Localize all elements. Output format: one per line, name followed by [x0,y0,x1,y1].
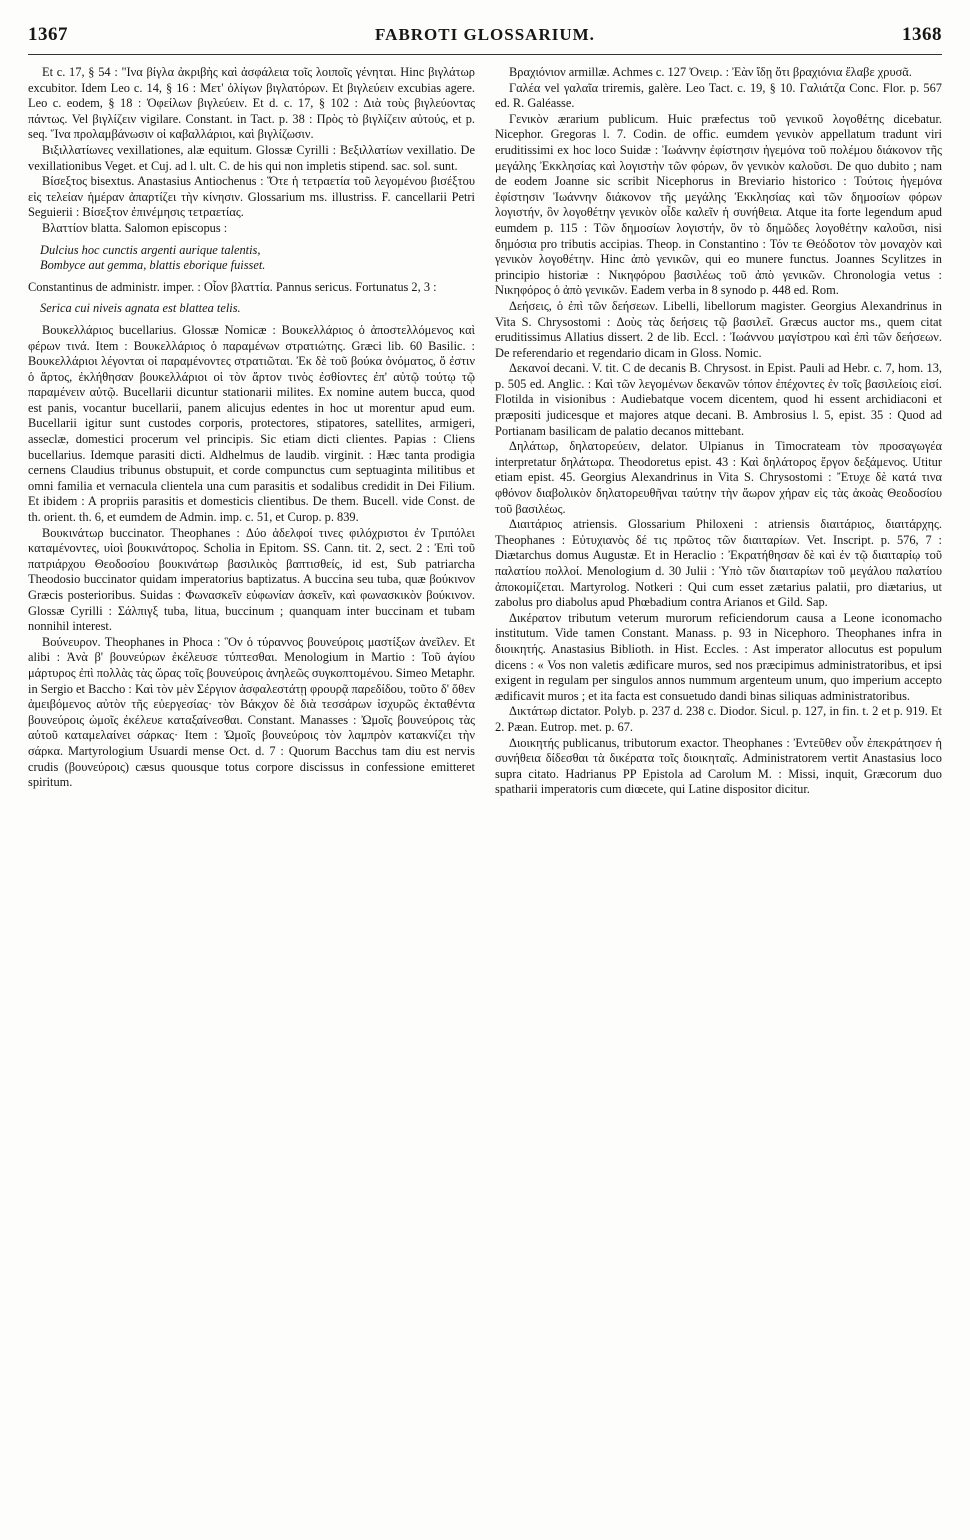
entry-dikeraton: Δικέρατον tributum veterum murorum reficiendorum causa a Leone iconomacho institutum. Vide tamen Constant. Manass. p. 93 in Nicephoro. Theophanes infra in διοικητής. Anastasius Biblioth. in Hist. Eccles. : Ast imperator allocutus est populum dicens : « Vos non valetis ædificare muros, sed nos præcipimus administratoribus, et ipsi exigent in regulam per singulos annos nummum argenteum unum, quo imperium accepto ædificavit muros ; et ita facta est consuetudo dandi binas siliquas administratoribus. [495,610,942,703]
text-columns [28,65,942,798]
entry-bigla: Et c. 17, § 54 : "Ινα βίγλα ἀκριβὴς καὶ ἀσφάλεια τοῖς λοιποῖς γένηται. Hinc βιγλάτωρ excubitor. Idem Leo c. 14, § 16 : Μετ' ὀλίγων βιγλατόρων. Et βιγλεύειν excubias agere. Leo c. eodem, § 18 : Ὀφείλων βιγλεύειν. Et d. c. 17, § 102 : Διὰ τοὺς βιγλεύοντας πάντως. Vel βιγλίζειν vigilare. Constant. in Tact. p. 38 : Πρὸς τὸ βιγλίζειν αὐτούς, et p. seq. Ἵνα προλαμβάνωσιν οἱ καβαλλάριοι, καὶ βιγλίζωσιν. [28,65,475,142]
entry-brachionion: Βραχιόνιον armillæ. Achmes c. 127 Ὀνειρ. : Ἐὰν ἴδῃ ὅτι βραχιόνια ἔλαβε χρυσᾶ. [509,65,912,79]
verse-fortunatus [40,301,475,317]
entry-boukinator: Βουκινάτωρ buccinator. Theophanes : Δύο ἀδελφοί τινες φιλόχριστοι ἐν Τριπόλει καταμένοντες, υἱοὶ βουκινάτορος. Scholia in Epitom. SS. Cann. tit. 2, sect. 2 : Ἐπὶ τοῦ πατριάρχου Θεοδοσίου βουκινάτωρ βασιλικὸς βαπτισθείς, id est, Sub patriarcha Theodosio buccinator quidam imperatorius baptizatus. A buccina seu tuba, quæ βούκινον Græcis posterioribus. Suidas : Φωνασκεῖν εὐφωνίαν ἀσκεῖν, καὶ φωνασκικὸν βούκινον. Glossæ Cyrilli : Σάλπιγξ tuba, litua, buccinum ; quanquam inter buccinam et tubam nonnihil interest. [28,525,475,634]
left-column [28,65,475,798]
entry-dioiketes: Διοικητής publicanus, tributorum exactor. Theophanes : Ἐντεῦθεν οὖν ἐπεκράτησεν ἡ συνήθεια δίδεσθαι τὰ δικέρατα τοῖς διοικηταῖς. Administratorem vertit Anastasius loco supra citato. Hadrianus PP Epistola ad Carolum M. : Missi, inquit, Græcorum duo spatharii imperatoris cum diœcete, qui Latine dispositor dicitur. [495,735,942,797]
right-column [495,65,942,798]
verse-line: Bombyce aut gemma, blattis eborique fuisset. [40,258,266,273]
entry-diaitarios: Διαιτάριος atriensis. Glossarium Philoxeni : atriensis διαιτάριος, διαιτάρχης. Theophanes : Εὐτυχιανὸς δέ τις πρῶτος τῶν διαιταρίων. Vet. Inscript. p. 576, 7 : Diætarchus domus Augustæ. Et in Heraclio : Ἐκρατήθησαν δὲ καὶ ἐν τῷ διαιταρίῳ τοῦ παλατίου πολλοί. Menologium d. 30 Julii : Ὑπὸ τῶν διαιταρίων τοῦ μεγάλου παλατίου ἀποκομίζεται. Martyrolog. Notkeri : Qui cum esset zætarius palatii, pro diætarius, ut zabolus pro diabolus apud Phœbadium contra Arianos et Gild. Sap. [495,517,942,610]
page-title: FABROTI GLOSSARIUM. [375,25,595,44]
entry-blattion: Βλαττίον blatta. Salomon episcopus : [42,220,228,235]
page-number-right: 1368 [901,24,942,45]
entry-genikon: Γενικὸν ærarium publicum. Huic præfectus τοῦ γενικοῦ λογοθέτης dicebatur. Nicephor. Gregoras l. 7. Codin. de offic. eumdem γενικὸν appellatum tradunt viri eruditissimi ex hoc loco Suidæ : Ἰωάννην ἐφίστησιν ἡγεμόνα τοῦ πολέμου διάκονον τῆς μεγάλης Ἐκκλησίας καὶ λογιστὴν τῶν φόρων, ὃν γενικὸν καλοῦσι. De quo dubito ; nam de eodem Joanne sic scribit Nicephorus in Breviario historico : Τούτοις ἡγεμόνα ἐφίστησιν Ἰωάννην διάκονον τῆς μεγάλης Ἐκκλησίας καὶ τῶν δημοσίων φόρων λογιστήν, ὃν λογοθέτην γενικὸν οἶδε καλεῖν ἡ συνήθεια. Atque ita forte legendum apud eumdem p. 115 : Τῶν δημοσίων λογιστήν, ὃν τὸ δημῶδες λογοθέτην καλοῦσι, nisi δημόσια pro tributis accipias. Theop. in Constantino : Τόν τε Θεόδοτον τὸν μοναχὸν καὶ γενικὸν λογοθέτην. Hinc ἀπὸ γενικῶν, qui eo munere functus. Joannes Scylitzes in principio historiæ : Νικηφόρου βασιλέως τοῦ ἀπὸ γενικῶν. Chronologia vetus : Νικηφόρος ὁ ἀπὸ γενικῶν. Eadem verba in 8 synodo p. 448 ed. Rom. [495,111,942,298]
entry-deeseis: Δεήσεις, ὁ ἐπὶ τῶν δεήσεων. Libelli, libellorum magister. Georgius Alexandrinus in Vita S. Chrysostomi : Δοὺς τὰς δεήσεις τῷ βασιλεῖ. Græcus auctor ms., quem citat eruditissimus Allatius dissert. 2 de lib. Eccl. : Ἰωάννου μαγίστρου καὶ ἐπὶ τῶν δεήσεων. De referendario et regendario dicam in Gloss. Nomic. [495,298,942,360]
page-number-left: 1367 [28,24,68,45]
entry-bouneuron: Βούνευρον. Theophanes in Phoca : Ὃν ὁ τύραννος βουνεύροις μαστίξων ἀνεῖλεν. Et alibi : Ἀνὰ β' βουνεύρων ἐκέλευσε τύπτεσθαι. Menologium in Martio : Τοῦ ἁγίου μάρτυρος ἐπὶ πολλὰς τὰς ὥρας τοῖς βουνεύροις ἀνηλεῶς συγκοπτομένου. Simeo Metaphr. in Sergio et Baccho : Καὶ τὸν μὲν Σέργιον ἀσφαλεστάτῃ φρουρᾷ παρεδίδου, τοῦτο δ' ὅθεν ἀμειβόμενος αὐτὸν τῆς εὐεργεσίας· τὸν Βάκχον δὲ διὰ τεσσάρων ἰσχυρῶς ἐκταθέντα βουνεύροις ὠμοῖς ἐκέλευε καταξαίνεσθαι. Constant. Manasses : Ὠμοῖς βουνεύροις τὰς αὐτοῦ καταμελαίνει σάρκας· Item : Ὠμοῖς βουνεύροις τὸν λαμπρὸν κατακνίζει τὴν σάρκα. Martyrologium Usuardi mense Oct. d. 7 : Quorum Bacchus tam diu est nervis crudis (βουνεύροις) cæsus quousque totus corpore discissus in confessione emitteret spiritum. [28,634,475,790]
verse-line: Dulcius hoc cunctis argenti aurique talentis, [40,242,261,257]
entry-bisextos: Βίσεξτος bisextus. Anastasius Antiochenus : Ὅτε ἡ τετραετία τοῦ λεγομένου βισέξτου εἰς τελείαν ἡμέραν ἀπαρτίζει τὴν κίνησιν. Glossarium ms. illustriss. F. cancellarii Petri Seguierii : Βίσεξτον ἐπινέμησις τετραετίας. [28,174,475,220]
entry-delator: Δηλάτωρ, δηλατορεύειν, delator. Ulpianus in Timocrateam τὸν προσαγωγέα interpretatur δηλάτωρα. Theodoretus epist. 43 : Καὶ δηλάτορος ἔργον δεξάμενος. Utitur etiam epist. 45. Georgius Alexandrinus in Vita S. Chrysostomi : Ἔτυχε δὲ κατά τινα φθόνον διαβολικὸν δηλατορευθῆναι ταύτην τὴν ἄωρον χήραν εἰς τὰς ἀκοὰς Θεοδοσίου τοῦ βασιλέως. [495,439,942,516]
entry-bixillationes: Βιξιλλατίωνες vexillationes, alæ equitum. Glossæ Cyrilli : Βεξιλλατίων vexillatio. De vexillationibus Veget. et Cuj. ad l. ult. C. de his qui non impletis stipend. sac. sol. sunt. [28,142,475,173]
entry-constantinus: Constantinus de administr. imper. : Οἷον βλαττία. Pannus sericus. Fortunatus 2, 3 : [28,279,437,294]
entry-galea: Γαλέα vel γαλαῖα triremis, galère. Leo Tact. c. 19, § 10. Γαλιάτζα Conc. Flor. p. 567 ed. R. Galéasse. [495,80,942,111]
entry-boukellarios: Βουκελλάριος bucellarius. Glossæ Nomicæ : Βουκελλάριος ὁ ἀποστελλόμενος καὶ φέρων τινά. Item : Βουκελλάριος ὁ παραμένων στρατιώτης. Græci lib. 60 Basilic. : Βουκελλάριοι λέγονται οἱ παραμένοντες στρατιῶται. Ἐκ δὲ τοῦ βούκα ὀνόματος, ὅ ἐστιν ὁ ἄρτος, ἐκλήθησαν βουκελλάριοι οἱ τὸν ἄρτον τινὸς ἐσθίοντες ἐπ' αὐτῷ τούτῳ τῷ παραμένειν αὐτῷ. Bucellarii dicuntur stationarii milites. Ex nomine autem bucca, quod est panis, vocantur bucellarii, panem alicujus edentes in hoc ut morentur apud eum. Bucellarii igitur sunt custodes corporis, protectores, stipatores, satellites, armigeri, asseclæ, domestici procerum vel principis. Sic etiam dicti clientes. Papias : Cliens bucellarius. Idemque parasiti dicti. Aldhelmus de laudib. virginit. : Hæc tanta prodigia cernens Claudius tribunus obstupuit, et corde compunctus cum septuaginta militibus et omni familia et vernacula clientela una cum parasitis et sodalibus credidit in Dei Filium. Et ibidem : A propriis parasitis et domesticis clientibus. De them. Bucell. vide Const. de th. orient. th. 6, et eumdem de Admin. imp. c. 51, et Curop. p. 839. [28,322,475,525]
verse-line: Serica cui niveis agnata est blattea telis. [40,301,241,316]
page-header [28,24,942,55]
verse-salomon [40,243,475,274]
entry-dekanoi: Δεκανοί decani. V. tit. C de decanis B. Chrysost. in Epist. Pauli ad Hebr. c. 7, hom. 13, p. 505 ed. Anglic. : Καὶ τῶν λεγομένων δεκανῶν τόπον ἐπέχοντες ἐν τοῖς βασιλείοις εἰσί. Flotilda in visionibus : Audiebatque vocem dicentem, quod hi essent archidiaconi et præpositi judicesque et majores atque decani. B. Ambrosius l. 5, epist. 35 : Quod ad Portianam basilicam de palatio decanos mittebant. [495,361,942,438]
entry-diktator: Δικτάτωρ dictator. Polyb. p. 237 d. 238 c. Diodor. Sicul. p. 127, in fin. t. 2 et p. 919. Et 2. Pæan. Eutrop. met. p. 67. [495,704,942,734]
